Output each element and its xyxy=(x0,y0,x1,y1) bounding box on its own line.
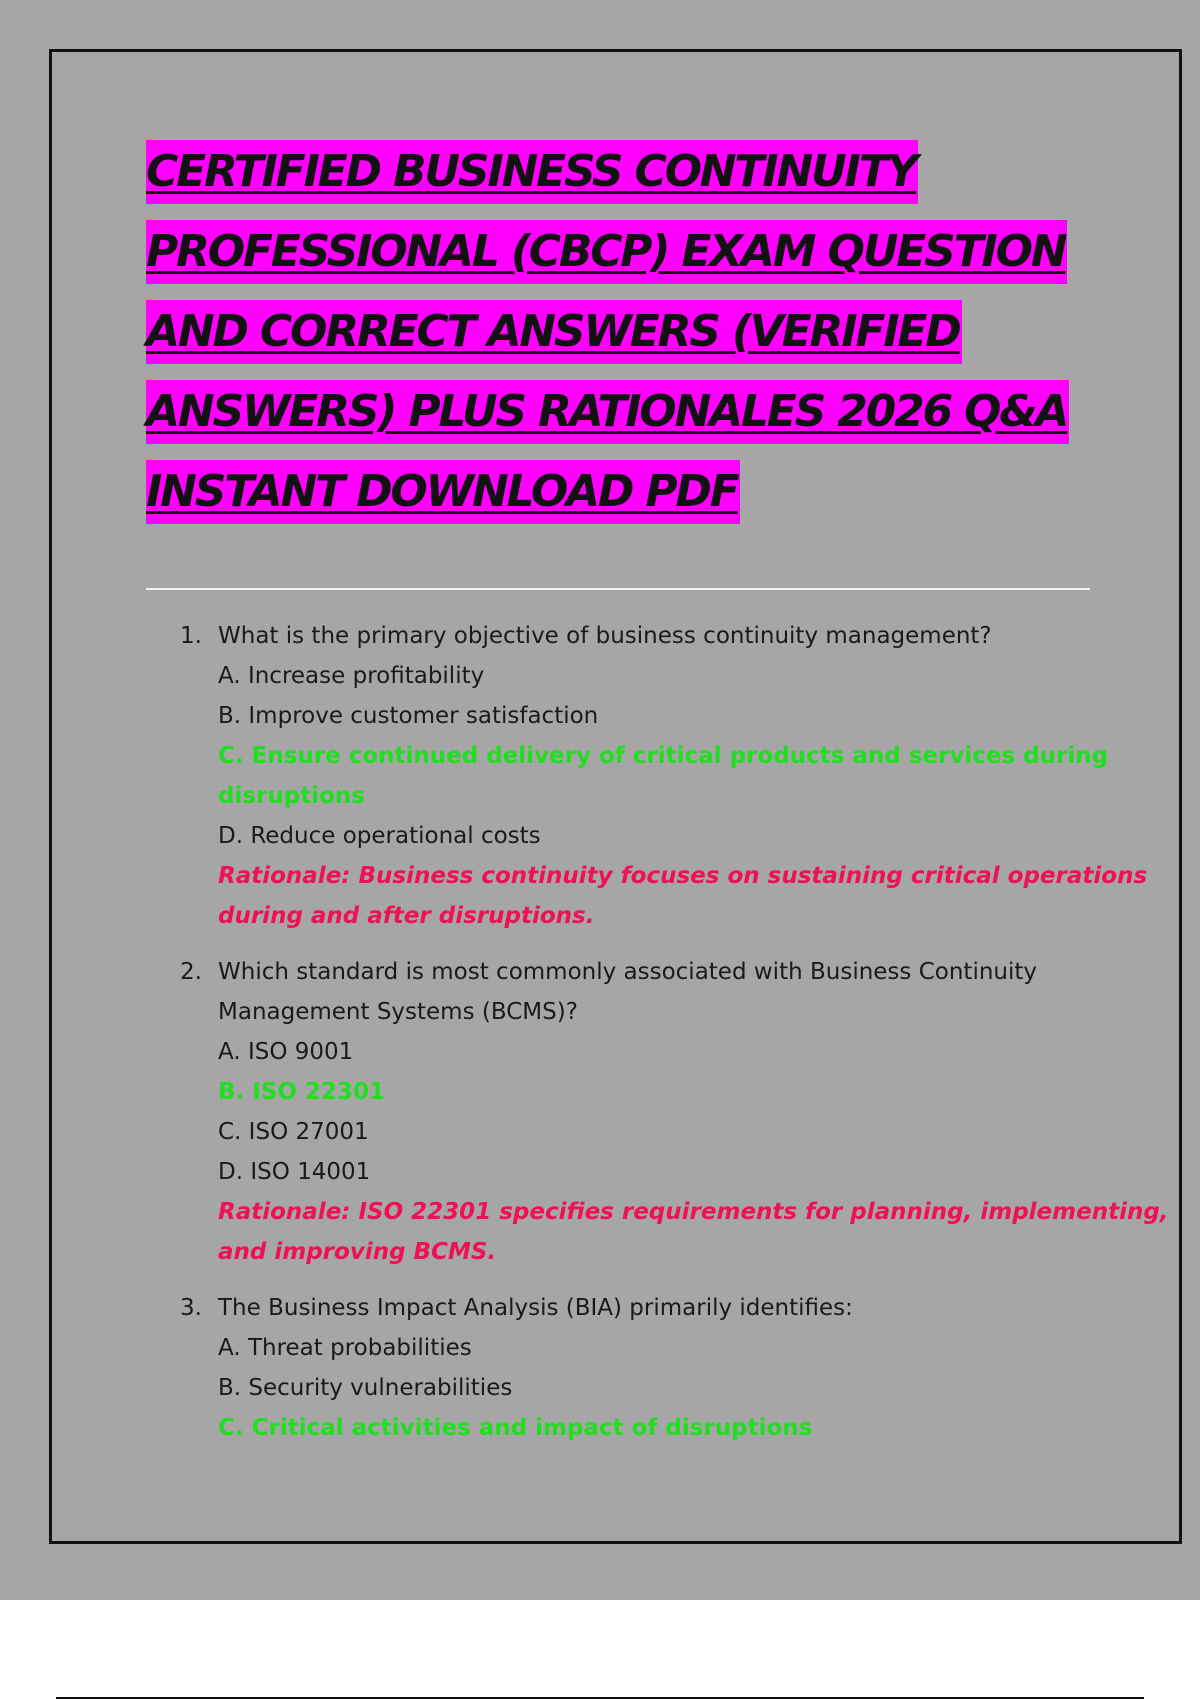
title-line: ANSWERS) PLUS RATIONALES 2026 Q&A xyxy=(146,380,1069,444)
answer-option: C. ISO 27001 xyxy=(218,1119,369,1145)
answer-option: A. Threat probabilities xyxy=(218,1335,472,1361)
title-line: PROFESSIONAL (CBCP) EXAM QUESTION xyxy=(146,220,1067,284)
question-item xyxy=(180,952,1169,1272)
answer-option: D. Reduce operational costs xyxy=(218,823,541,849)
answer-option: A. ISO 9001 xyxy=(218,1039,354,1065)
rationale-text: Rationale: Business continuity focuses on sustaining critical operations xyxy=(218,863,1148,889)
question-text-line: Which standard is most commonly associated with Business Continuity xyxy=(218,959,1038,985)
question-list xyxy=(180,616,1169,1464)
question-text xyxy=(218,952,1080,1032)
answer-option: D. ISO 14001 xyxy=(218,1159,371,1185)
correct-answer-option: C. Ensure continued delivery of critical products and services during xyxy=(218,743,1109,769)
correct-answer-option: C. Critical activities and impact of disruptions xyxy=(218,1415,813,1441)
question-text-line: What is the primary objective of business continuity management? xyxy=(218,623,992,649)
title-line: CERTIFIED BUSINESS CONTINUITY xyxy=(146,140,918,204)
title-line: AND CORRECT ANSWERS (VERIFIED xyxy=(146,300,962,364)
answer-option: B. Security vulnerabilities xyxy=(218,1375,513,1401)
rationale-text: during and after disruptions. xyxy=(218,903,595,929)
question-text-line: Management Systems (BCMS)? xyxy=(218,999,578,1025)
question-text xyxy=(218,1288,1080,1328)
footer-rule xyxy=(56,1697,1144,1699)
answer-option: A. Increase profitability xyxy=(218,663,485,689)
question-item xyxy=(180,1288,1080,1448)
question-number: 3. xyxy=(180,1295,202,1321)
answer-option: B. Improve customer satisfaction xyxy=(218,703,599,729)
question-number: 2. xyxy=(180,959,202,985)
question-text xyxy=(218,616,1080,656)
question-item xyxy=(180,616,1148,936)
title-divider xyxy=(146,588,1090,590)
correct-answer-option: B. ISO 22301 xyxy=(218,1079,385,1105)
question-number: 1. xyxy=(180,623,202,649)
question-text-line: The Business Impact Analysis (BIA) primarily identifies: xyxy=(218,1295,853,1321)
document-title xyxy=(146,140,1146,540)
title-line: INSTANT DOWNLOAD PDF xyxy=(146,460,740,524)
rationale-text: Rationale: ISO 22301 specifies requirements for planning, implementing, xyxy=(218,1199,1169,1225)
correct-answer-option: disruptions xyxy=(218,783,365,809)
rationale-text: and improving BCMS. xyxy=(218,1239,497,1265)
